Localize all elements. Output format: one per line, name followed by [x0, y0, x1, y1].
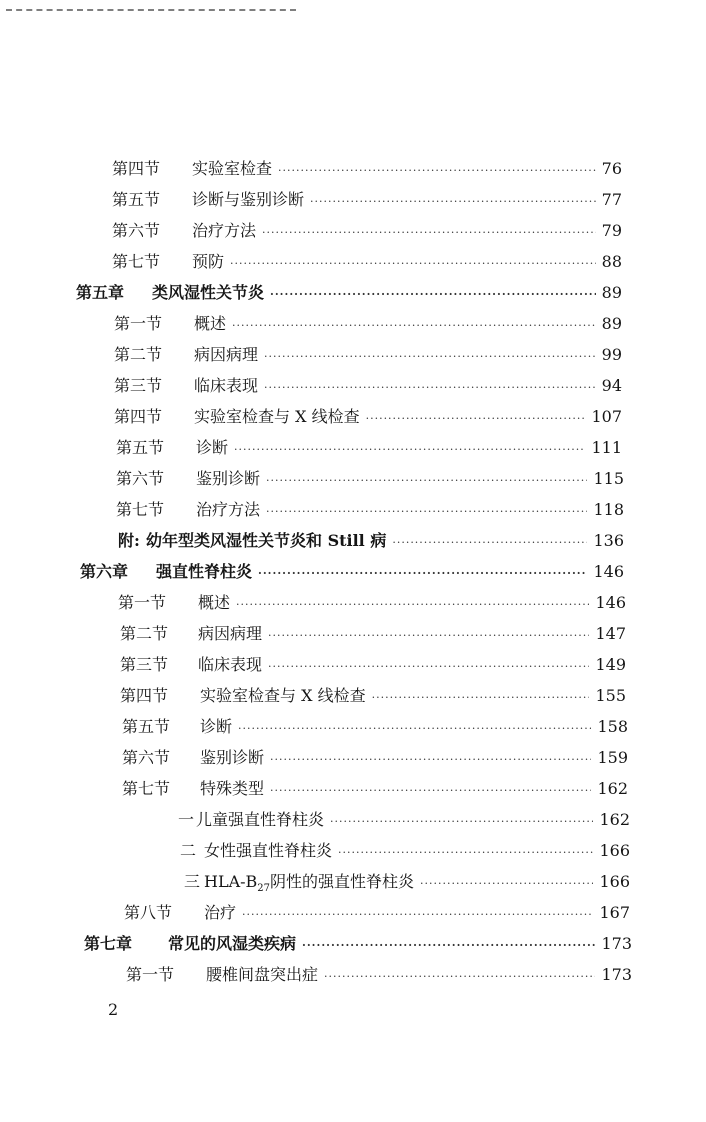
toc-entry[interactable]: [112, 156, 622, 182]
toc-entry-title-text: 常见的风湿类疾病: [168, 934, 297, 953]
toc-entry[interactable]: [178, 807, 630, 833]
toc-entry-label: 第五节: [112, 190, 161, 209]
toc-entry-label: 第一节: [126, 965, 175, 984]
leader-dots: [268, 654, 589, 680]
toc-entry[interactable]: [114, 311, 622, 337]
toc-entry-label: 第一节: [118, 593, 167, 612]
leader-dots: [230, 251, 596, 277]
toc-entry[interactable]: [122, 776, 628, 802]
toc-entry-title-text: 预防: [192, 252, 225, 271]
toc-entry[interactable]: [180, 838, 630, 864]
toc-entry-page: 107: [591, 407, 622, 426]
toc-entry-page: 155: [595, 686, 626, 705]
leader-dots: [330, 809, 593, 835]
toc-entry-title: [156, 559, 252, 585]
toc-entry-page: 77: [601, 190, 622, 209]
toc-entry-page: 159: [597, 748, 628, 767]
toc-entry-title-rest: 阴性的强直性脊柱炎: [270, 872, 415, 891]
toc-entry-title: [192, 156, 272, 182]
toc-entry-label: 第七节: [112, 252, 161, 271]
toc-entry[interactable]: [184, 869, 630, 895]
toc-entry-page: 99: [601, 345, 622, 364]
toc-entry-title-text: 类风湿性关节炎: [152, 283, 265, 302]
toc-entry[interactable]: [116, 497, 624, 523]
toc-entry-title-text: 治疗方法: [192, 221, 257, 240]
leader-dots: [270, 282, 596, 308]
toc-entry[interactable]: [114, 342, 622, 368]
toc-entry-page: 158: [597, 717, 628, 736]
toc-entry-label: 第五节: [122, 717, 171, 736]
toc-entry-title: [196, 435, 228, 461]
toc-entry-label: 第四节: [120, 686, 169, 705]
toc-entry-title-text: 病因病理: [194, 345, 259, 364]
toc-entry-title-text: 腰椎间盘突出症: [206, 965, 319, 984]
leader-dots: [302, 933, 595, 959]
toc-entry-label: 第五节: [116, 438, 165, 457]
toc-entry-label: 第一节: [114, 314, 163, 333]
leader-dots: [236, 592, 589, 618]
page-number: 2: [108, 1000, 119, 1019]
toc-entry[interactable]: [124, 900, 630, 926]
toc-entry[interactable]: [112, 249, 622, 275]
toc-entry[interactable]: [116, 466, 624, 492]
toc-entry-title-text: 实验室检查: [192, 159, 273, 178]
toc-entry-title: [204, 838, 332, 864]
toc-entry-label: 第六节: [112, 221, 161, 240]
leader-dots: [262, 220, 596, 246]
toc-entry-page: 76: [601, 159, 622, 178]
toc-entry-page: 147: [595, 624, 626, 643]
toc-entry[interactable]: [80, 559, 624, 585]
leader-dots: [232, 313, 596, 339]
toc-entry-title-text: HLA-B: [204, 872, 258, 891]
toc-entry-title: [200, 714, 232, 740]
toc-entry-label: 第八节: [124, 903, 173, 922]
toc-entry-title-text: 特殊类型: [200, 779, 265, 798]
toc-entry-title-text: 治疗: [204, 903, 237, 922]
toc-entry-page: 111: [591, 438, 622, 457]
toc-entry-label: 第七章: [84, 934, 133, 953]
leader-dots: [270, 778, 591, 804]
toc-entry-title: [200, 776, 264, 802]
toc-entry-title-text: 儿童强直性脊柱炎: [196, 810, 325, 829]
toc-entry[interactable]: [112, 218, 622, 244]
toc-entry[interactable]: [114, 404, 622, 430]
leader-dots: [338, 840, 593, 866]
toc-entry-page: 173: [601, 965, 632, 984]
leader-dots: [258, 561, 587, 587]
leader-dots: [242, 902, 593, 928]
toc-entry-title-text: 病因病理: [198, 624, 263, 643]
toc-entry-label: 第四节: [112, 159, 161, 178]
toc-entry[interactable]: [120, 683, 626, 709]
toc-entry-page: 94: [601, 376, 622, 395]
toc-entry-label: 第七节: [116, 500, 165, 519]
toc-entry-label: 第二节: [120, 624, 169, 643]
leader-dots: [268, 623, 589, 649]
toc-entry-page: 162: [599, 810, 630, 829]
toc-entry-page: 162: [597, 779, 628, 798]
toc-entry-title: [196, 466, 260, 492]
toc-entry[interactable]: [112, 187, 622, 213]
toc-entry-label: 三: [184, 872, 201, 891]
toc-entry-title-text: 鉴别诊断: [196, 469, 261, 488]
leader-dots: [324, 964, 595, 990]
toc-entry-title: [192, 249, 224, 275]
leader-dots: [270, 747, 591, 773]
toc-entry-label: 第五章: [76, 283, 125, 302]
toc-entry[interactable]: [118, 590, 626, 616]
toc-entry[interactable]: [118, 528, 624, 554]
toc-entry-page: 166: [599, 872, 630, 891]
toc-entry-title: [204, 869, 414, 902]
toc-entry[interactable]: [122, 745, 628, 771]
toc-entry-title: [168, 931, 296, 957]
toc-entry-label: 第三节: [114, 376, 163, 395]
toc-entry[interactable]: [126, 962, 632, 988]
leader-dots: [310, 189, 596, 215]
toc-entry[interactable]: [84, 931, 632, 957]
toc-entry-label: 第七节: [122, 779, 171, 798]
leader-dots: [420, 871, 593, 897]
toc-entry-label: 附:: [118, 531, 140, 550]
toc-entry-title: [198, 652, 262, 678]
toc-entry-title: [206, 962, 318, 988]
toc-entry-title: [192, 218, 256, 244]
leader-dots: [238, 716, 591, 742]
leader-dots: [392, 530, 587, 556]
toc-entry[interactable]: [120, 621, 626, 647]
toc-entry-page: 166: [599, 841, 630, 860]
top-edge-dashes: [6, 9, 296, 11]
toc-entry-title: [198, 621, 262, 647]
toc-entry-title: [196, 807, 324, 833]
toc-entry-title-text: 实验室检查与 X 线检查: [194, 407, 360, 426]
toc-entry-label: 第六章: [80, 562, 129, 581]
toc-entry-page: 118: [593, 500, 624, 519]
leader-dots: [266, 468, 587, 494]
toc-entry-title-text: 诊断: [196, 438, 229, 457]
toc-entry[interactable]: [116, 435, 622, 461]
toc-entry-title-subscript: 27: [257, 883, 271, 895]
toc-entry-label: 第六节: [116, 469, 165, 488]
toc-entry-title: [200, 683, 366, 709]
toc-entry-label: 第三节: [120, 655, 169, 674]
toc-entry-title-text: 治疗方法: [196, 500, 261, 519]
toc-entry-title: [146, 528, 386, 554]
toc-entry-title-text: 实验室检查与 X 线检查: [200, 686, 366, 705]
toc-entry-page: 146: [595, 593, 626, 612]
toc-entry-page: 79: [601, 221, 622, 240]
toc-entry-title: [194, 373, 258, 399]
toc-entry-title: [194, 404, 360, 430]
toc-entry-label: 第六节: [122, 748, 171, 767]
toc-entry-label: 一: [178, 810, 195, 829]
toc-entry-title: [200, 745, 264, 771]
leader-dots: [372, 685, 590, 711]
toc-entry-page: 173: [601, 934, 632, 953]
toc-entry-label: 二: [180, 841, 197, 860]
toc-entry[interactable]: [120, 652, 626, 678]
toc-entry-title-text: 临床表现: [198, 655, 263, 674]
leader-dots: [234, 437, 585, 463]
leader-dots: [266, 499, 587, 525]
toc-entry[interactable]: [76, 280, 622, 306]
toc-entry-page: 88: [601, 252, 622, 271]
toc-entry-page: 149: [595, 655, 626, 674]
toc-entry-title-text: 概述: [194, 314, 227, 333]
leader-dots: [264, 344, 596, 370]
toc-entry-label: 第四节: [114, 407, 163, 426]
leader-dots: [278, 158, 596, 184]
toc-entry-title-text: 强直性脊柱炎: [156, 562, 253, 581]
toc-entry-title: [198, 590, 230, 616]
toc-entry-title-text: 幼年型类风湿性关节炎和 Still 病: [146, 531, 387, 550]
toc-entry-page: 136: [593, 531, 624, 550]
toc-entry[interactable]: [114, 373, 622, 399]
toc-entry-page: 146: [593, 562, 624, 581]
toc-entry-page: 89: [601, 283, 622, 302]
toc-entry-title-text: 临床表现: [194, 376, 259, 395]
toc-entry-page: 89: [601, 314, 622, 333]
toc-entry-page: 167: [599, 903, 630, 922]
toc-entry-title: [194, 311, 226, 337]
leader-dots: [264, 375, 596, 401]
toc-entry-title-text: 女性强直性脊柱炎: [204, 841, 333, 860]
toc-entry-title: [194, 342, 258, 368]
toc-entry-title: [192, 187, 304, 213]
toc-entry[interactable]: [122, 714, 628, 740]
toc-entry-label: 第二节: [114, 345, 163, 364]
toc-entry-title: [196, 497, 260, 523]
toc-entry-title: [204, 900, 236, 926]
toc-entry-title: [152, 280, 264, 306]
toc-entry-title-text: 诊断: [200, 717, 233, 736]
toc-entry-title-text: 鉴别诊断: [200, 748, 265, 767]
leader-dots: [366, 406, 586, 432]
toc-entry-title-text: 诊断与鉴别诊断: [192, 190, 305, 209]
toc-entry-page: 115: [593, 469, 624, 488]
toc-entry-title-text: 概述: [198, 593, 231, 612]
